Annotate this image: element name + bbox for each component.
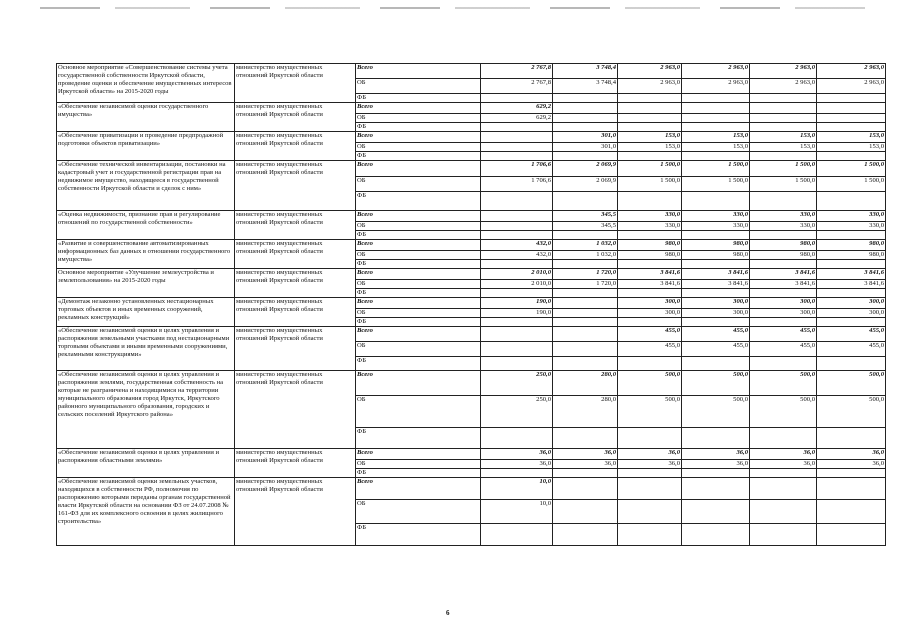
amount-cell: [750, 123, 817, 132]
amount-cell: [750, 428, 817, 449]
table-row: [57, 240, 886, 251]
executor: министерство имущественных отношений Иркутской области: [235, 327, 356, 371]
amount-cell: 153,0: [817, 143, 886, 152]
amount-cell: [682, 318, 750, 327]
amount-cell: 300,0: [618, 309, 682, 318]
amount-cell: [817, 123, 886, 132]
amount-cell: 301,0: [553, 132, 618, 143]
table-row: [57, 103, 886, 114]
amount-cell: [750, 357, 817, 371]
amount-cell: 1 706,6: [481, 177, 553, 192]
amount-cell: 2 010,0: [481, 280, 553, 289]
amount-cell: [682, 192, 750, 211]
amount-cell: [682, 103, 750, 114]
funding-source-fb: ФБ: [356, 524, 481, 546]
amount-cell: [750, 231, 817, 240]
amount-cell: [553, 342, 618, 357]
amount-cell: 280,0: [553, 371, 618, 396]
amount-cell: 1 720,0: [553, 269, 618, 280]
funding-source-total: Всего: [356, 132, 481, 143]
amount-cell: 330,0: [682, 211, 750, 222]
activity-name: «Обеспечение технической инвентаризации, постановки на кадастровый учет и государственной регистрации прав на недвижимое имущество, находящееся в государственной собственности Иркутской области и сделок с ним»: [57, 161, 235, 211]
funding-source-fb: ФБ: [356, 428, 481, 449]
amount-cell: 36,0: [817, 449, 886, 460]
amount-cell: [750, 289, 817, 298]
amount-cell: 36,0: [553, 449, 618, 460]
executor: министерство имущественных отношений Иркутской области: [235, 449, 356, 478]
activity-name: «Обеспечение независимой оценки в целях управления и распоряжения земельными участками под нестационарными торговыми объектами и иными временными сооружениями, рекламными конструкциями»: [57, 327, 235, 371]
amount-cell: [618, 260, 682, 269]
amount-cell: [682, 478, 750, 500]
amount-cell: 300,0: [817, 309, 886, 318]
amount-cell: [553, 318, 618, 327]
amount-cell: [553, 428, 618, 449]
amount-cell: [682, 123, 750, 132]
amount-cell: [481, 327, 553, 342]
amount-cell: 36,0: [817, 460, 886, 469]
amount-cell: [481, 152, 553, 161]
table-row: [57, 449, 886, 460]
amount-cell: 10,0: [481, 478, 553, 500]
amount-cell: 3 841,6: [817, 269, 886, 280]
table-body: [57, 64, 886, 546]
amount-cell: 500,0: [817, 371, 886, 396]
budget-table: [56, 63, 886, 546]
table-row: [57, 371, 886, 396]
activity-name: «Обеспечение приватизации и проведение предпродажной подготовки объектов приватизации»: [57, 132, 235, 161]
amount-cell: 153,0: [750, 132, 817, 143]
amount-cell: [750, 94, 817, 103]
amount-cell: 980,0: [817, 240, 886, 251]
amount-cell: 10,0: [481, 500, 553, 524]
amount-cell: 500,0: [750, 396, 817, 428]
activity-name: «Обеспечение независимой оценки в целях управления и распоряжения землями, государственная собственность на которые не разграничена и находящимися на территории муниципального образования город Иркутск, Иркутского районного муниципального образования, городских и сельских поселений Иркутского района»: [57, 371, 235, 449]
amount-cell: [682, 289, 750, 298]
amount-cell: [481, 94, 553, 103]
amount-cell: 330,0: [750, 222, 817, 231]
amount-cell: [750, 524, 817, 546]
amount-cell: [481, 211, 553, 222]
amount-cell: 280,0: [553, 396, 618, 428]
funding-source-fb: ФБ: [356, 289, 481, 298]
amount-cell: 1 500,0: [750, 161, 817, 177]
funding-source-total: Всего: [356, 327, 481, 342]
amount-cell: 2 010,0: [481, 269, 553, 280]
amount-cell: 455,0: [817, 342, 886, 357]
funding-source-total: Всего: [356, 240, 481, 251]
amount-cell: [481, 357, 553, 371]
amount-cell: 1 500,0: [750, 177, 817, 192]
amount-cell: 1 500,0: [618, 177, 682, 192]
amount-cell: [481, 428, 553, 449]
amount-cell: 980,0: [618, 251, 682, 260]
amount-cell: 2 963,0: [682, 64, 750, 79]
activity-name: «Демонтаж незаконно установленных нестационарных торговых объектов и иных временных сооружений, рекламных конструкций»: [57, 298, 235, 327]
funding-source-ob: ОБ: [356, 342, 481, 357]
amount-cell: [481, 123, 553, 132]
amount-cell: [682, 152, 750, 161]
amount-cell: [817, 289, 886, 298]
funding-source-fb: ФБ: [356, 231, 481, 240]
amount-cell: 2 963,0: [750, 64, 817, 79]
amount-cell: [682, 260, 750, 269]
amount-cell: 1 720,0: [553, 280, 618, 289]
amount-cell: [553, 524, 618, 546]
amount-cell: [618, 114, 682, 123]
amount-cell: 500,0: [682, 371, 750, 396]
activity-name: «Обеспечение независимой оценки земельных участков, находящихся в собственности РФ, полномочия по распоряжению которыми переданы органам государственной власти Иркутской области на основании ФЗ от 24.07.2008 № 161-ФЗ для их комплексного освоения в целях жилищного строительства»: [57, 478, 235, 546]
amount-cell: 250,0: [481, 396, 553, 428]
amount-cell: 300,0: [682, 309, 750, 318]
funding-source-ob: ОБ: [356, 500, 481, 524]
amount-cell: 500,0: [618, 371, 682, 396]
amount-cell: 455,0: [750, 327, 817, 342]
amount-cell: 345,5: [553, 222, 618, 231]
amount-cell: [553, 94, 618, 103]
activity-name: Основное мероприятие «Улучшение землеустройства и землепользования» на 2015-2020 годы: [57, 269, 235, 298]
amount-cell: [553, 260, 618, 269]
executor: министерство имущественных отношений Иркутской области: [235, 64, 356, 103]
amount-cell: [750, 260, 817, 269]
amount-cell: 2 963,0: [618, 64, 682, 79]
amount-cell: 2 767,8: [481, 64, 553, 79]
amount-cell: 1 500,0: [817, 161, 886, 177]
table-row: [57, 478, 886, 500]
activity-name: «Оценка недвижимости, признание прав и регулирование отношений по государственной собственности»: [57, 211, 235, 240]
amount-cell: 345,5: [553, 211, 618, 222]
amount-cell: [618, 123, 682, 132]
amount-cell: 455,0: [682, 327, 750, 342]
amount-cell: [481, 318, 553, 327]
amount-cell: [682, 231, 750, 240]
amount-cell: [817, 231, 886, 240]
amount-cell: 3 748,4: [553, 79, 618, 94]
funding-source-total: Всего: [356, 478, 481, 500]
amount-cell: 300,0: [750, 309, 817, 318]
funding-source-ob: ОБ: [356, 396, 481, 428]
amount-cell: 629,2: [481, 103, 553, 114]
amount-cell: [750, 114, 817, 123]
amount-cell: 300,0: [682, 298, 750, 309]
amount-cell: [553, 500, 618, 524]
amount-cell: [750, 469, 817, 478]
amount-cell: [750, 318, 817, 327]
amount-cell: [750, 478, 817, 500]
scan-artifact-line: [40, 7, 865, 9]
amount-cell: [481, 342, 553, 357]
amount-cell: 980,0: [618, 240, 682, 251]
executor: министерство имущественных отношений Иркутской области: [235, 478, 356, 546]
amount-cell: [682, 469, 750, 478]
activity-name: «Обеспечение независимой оценки государственного имущества»: [57, 103, 235, 132]
amount-cell: 500,0: [817, 396, 886, 428]
table-row: [57, 161, 886, 177]
amount-cell: [481, 222, 553, 231]
activity-name: «Развитие и совершенствование автоматизированных информационных баз данных в отношении государственного имущества»: [57, 240, 235, 269]
amount-cell: [750, 192, 817, 211]
funding-source-fb: ФБ: [356, 357, 481, 371]
amount-cell: 432,0: [481, 251, 553, 260]
amount-cell: [553, 327, 618, 342]
amount-cell: [553, 192, 618, 211]
funding-source-fb: ФБ: [356, 192, 481, 211]
amount-cell: 250,0: [481, 371, 553, 396]
amount-cell: 36,0: [750, 449, 817, 460]
amount-cell: 36,0: [750, 460, 817, 469]
table-row: [57, 298, 886, 309]
amount-cell: 190,0: [481, 309, 553, 318]
amount-cell: [817, 428, 886, 449]
amount-cell: [817, 152, 886, 161]
amount-cell: 455,0: [618, 342, 682, 357]
amount-cell: 1 500,0: [817, 177, 886, 192]
amount-cell: [481, 192, 553, 211]
activity-name: «Обеспечение независимой оценки в целях управления и распоряжения областными землями»: [57, 449, 235, 478]
amount-cell: [553, 152, 618, 161]
amount-cell: [553, 103, 618, 114]
amount-cell: 2 963,0: [750, 79, 817, 94]
amount-cell: [553, 357, 618, 371]
amount-cell: 3 841,6: [618, 269, 682, 280]
amount-cell: [553, 469, 618, 478]
amount-cell: 980,0: [682, 251, 750, 260]
executor: министерство имущественных отношений Иркутской области: [235, 269, 356, 298]
funding-source-total: Всего: [356, 449, 481, 460]
amount-cell: 980,0: [750, 251, 817, 260]
amount-cell: [618, 289, 682, 298]
amount-cell: 1 500,0: [682, 161, 750, 177]
amount-cell: 36,0: [618, 460, 682, 469]
amount-cell: [618, 231, 682, 240]
amount-cell: [481, 289, 553, 298]
amount-cell: [817, 192, 886, 211]
amount-cell: 36,0: [553, 460, 618, 469]
amount-cell: 1 500,0: [682, 177, 750, 192]
amount-cell: [817, 260, 886, 269]
amount-cell: [817, 318, 886, 327]
funding-source-total: Всего: [356, 64, 481, 79]
funding-source-ob: ОБ: [356, 222, 481, 231]
amount-cell: 455,0: [618, 327, 682, 342]
amount-cell: 330,0: [817, 222, 886, 231]
funding-source-fb: ФБ: [356, 94, 481, 103]
amount-cell: [618, 103, 682, 114]
amount-cell: 330,0: [682, 222, 750, 231]
amount-cell: 153,0: [817, 132, 886, 143]
amount-cell: 432,0: [481, 240, 553, 251]
funding-source-total: Всего: [356, 103, 481, 114]
amount-cell: [553, 478, 618, 500]
amount-cell: 300,0: [750, 298, 817, 309]
amount-cell: [481, 143, 553, 152]
funding-source-ob: ОБ: [356, 460, 481, 469]
executor: министерство имущественных отношений Иркутской области: [235, 298, 356, 327]
table-row: [57, 269, 886, 280]
amount-cell: [750, 500, 817, 524]
amount-cell: [817, 94, 886, 103]
amount-cell: [817, 103, 886, 114]
executor: министерство имущественных отношений Иркутской области: [235, 240, 356, 269]
amount-cell: [481, 260, 553, 269]
amount-cell: [682, 357, 750, 371]
amount-cell: 980,0: [817, 251, 886, 260]
executor: министерство имущественных отношений Иркутской области: [235, 371, 356, 449]
amount-cell: 153,0: [618, 132, 682, 143]
amount-cell: 36,0: [682, 449, 750, 460]
funding-source-ob: ОБ: [356, 177, 481, 192]
amount-cell: 330,0: [817, 211, 886, 222]
funding-source-fb: ФБ: [356, 123, 481, 132]
funding-source-ob: ОБ: [356, 280, 481, 289]
amount-cell: 3 748,4: [553, 64, 618, 79]
funding-source-fb: ФБ: [356, 469, 481, 478]
amount-cell: 153,0: [750, 143, 817, 152]
amount-cell: 330,0: [750, 211, 817, 222]
amount-cell: 2 963,0: [682, 79, 750, 94]
amount-cell: [682, 524, 750, 546]
amount-cell: [817, 478, 886, 500]
amount-cell: 301,0: [553, 143, 618, 152]
amount-cell: 2 963,0: [618, 79, 682, 94]
amount-cell: 3 841,6: [682, 280, 750, 289]
executor: министерство имущественных отношений Иркутской области: [235, 211, 356, 240]
amount-cell: [618, 152, 682, 161]
executor: министерство имущественных отношений Иркутской области: [235, 132, 356, 161]
amount-cell: 36,0: [618, 449, 682, 460]
amount-cell: [553, 231, 618, 240]
amount-cell: [618, 428, 682, 449]
amount-cell: [750, 152, 817, 161]
amount-cell: [618, 524, 682, 546]
amount-cell: [618, 500, 682, 524]
amount-cell: [682, 500, 750, 524]
amount-cell: 36,0: [682, 460, 750, 469]
amount-cell: 153,0: [618, 143, 682, 152]
amount-cell: 300,0: [618, 298, 682, 309]
amount-cell: [817, 357, 886, 371]
amount-cell: [817, 500, 886, 524]
amount-cell: 500,0: [750, 371, 817, 396]
funding-source-total: Всего: [356, 298, 481, 309]
funding-source-fb: ФБ: [356, 318, 481, 327]
funding-source-ob: ОБ: [356, 143, 481, 152]
amount-cell: 1 500,0: [618, 161, 682, 177]
amount-cell: 3 841,6: [618, 280, 682, 289]
amount-cell: [817, 114, 886, 123]
amount-cell: 2 069,9: [553, 177, 618, 192]
amount-cell: 3 841,6: [750, 280, 817, 289]
amount-cell: [553, 309, 618, 318]
funding-source-total: Всего: [356, 371, 481, 396]
table-row: [57, 132, 886, 143]
amount-cell: 455,0: [817, 327, 886, 342]
table-row: [57, 327, 886, 342]
amount-cell: 330,0: [618, 211, 682, 222]
amount-cell: 1 032,0: [553, 251, 618, 260]
amount-cell: 500,0: [618, 396, 682, 428]
funding-source-ob: ОБ: [356, 79, 481, 94]
amount-cell: [553, 123, 618, 132]
amount-cell: 980,0: [682, 240, 750, 251]
funding-source-total: Всего: [356, 269, 481, 280]
amount-cell: [553, 298, 618, 309]
table-row: [57, 64, 886, 79]
amount-cell: [817, 469, 886, 478]
amount-cell: 153,0: [682, 143, 750, 152]
amount-cell: [481, 524, 553, 546]
amount-cell: [682, 114, 750, 123]
amount-cell: 153,0: [682, 132, 750, 143]
amount-cell: 980,0: [750, 240, 817, 251]
amount-cell: 455,0: [682, 342, 750, 357]
amount-cell: 2 767,8: [481, 79, 553, 94]
amount-cell: 3 841,6: [682, 269, 750, 280]
executor: министерство имущественных отношений Иркутской области: [235, 103, 356, 132]
amount-cell: 1 706,6: [481, 161, 553, 177]
executor: министерство имущественных отношений Иркутской области: [235, 161, 356, 211]
amount-cell: 455,0: [750, 342, 817, 357]
funding-source-fb: ФБ: [356, 260, 481, 269]
amount-cell: [817, 524, 886, 546]
amount-cell: 190,0: [481, 298, 553, 309]
amount-cell: 1 032,0: [553, 240, 618, 251]
amount-cell: [553, 114, 618, 123]
amount-cell: [682, 428, 750, 449]
amount-cell: [682, 94, 750, 103]
activity-name: Основное мероприятие «Совершенствование системы учета государственной собственности Иркутской области, проведение оценки и обеспечение имущественных интересов Иркутской области» на 2015-2020 годы: [57, 64, 235, 103]
amount-cell: 500,0: [682, 396, 750, 428]
amount-cell: 300,0: [817, 298, 886, 309]
amount-cell: [618, 357, 682, 371]
amount-cell: [618, 318, 682, 327]
funding-source-fb: ФБ: [356, 152, 481, 161]
amount-cell: [553, 289, 618, 298]
amount-cell: [481, 231, 553, 240]
funding-source-total: Всего: [356, 211, 481, 222]
amount-cell: [618, 478, 682, 500]
table-row: [57, 211, 886, 222]
funding-source-ob: ОБ: [356, 309, 481, 318]
amount-cell: [481, 132, 553, 143]
amount-cell: 36,0: [481, 449, 553, 460]
amount-cell: 2 069,9: [553, 161, 618, 177]
amount-cell: 36,0: [481, 460, 553, 469]
amount-cell: [618, 94, 682, 103]
amount-cell: 2 963,0: [817, 64, 886, 79]
funding-source-total: Всего: [356, 161, 481, 177]
amount-cell: 3 841,6: [817, 280, 886, 289]
funding-source-ob: ОБ: [356, 114, 481, 123]
amount-cell: 330,0: [618, 222, 682, 231]
amount-cell: [481, 469, 553, 478]
amount-cell: 629,2: [481, 114, 553, 123]
amount-cell: [618, 469, 682, 478]
amount-cell: 3 841,6: [750, 269, 817, 280]
amount-cell: 2 963,0: [817, 79, 886, 94]
amount-cell: [618, 192, 682, 211]
funding-source-ob: ОБ: [356, 251, 481, 260]
amount-cell: [750, 103, 817, 114]
page-number: 6: [446, 609, 450, 617]
